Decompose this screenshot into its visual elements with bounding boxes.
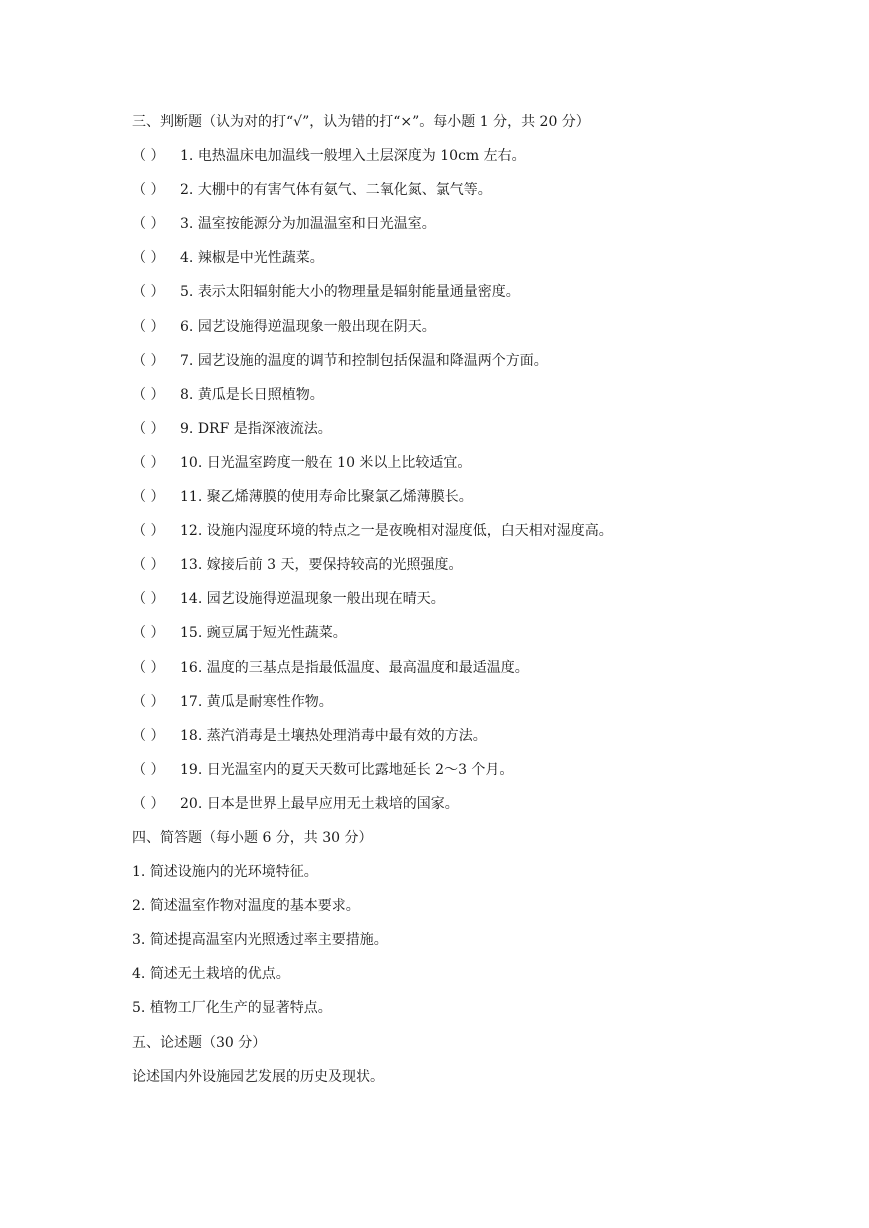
item-number: 6. [180,318,194,335]
true-false-item [132,144,832,178]
item-text: 表示太阳辐射能大小的物理量是辐射能量通量密度。 [197,284,520,301]
true-false-item [132,246,832,280]
item-text: 黄瓜是耐寒性作物。 [206,693,333,710]
item-number: 10. [180,454,203,471]
item-number: 3. [132,932,146,949]
answer-bracket: （ ） [132,352,165,369]
true-false-item [132,349,832,383]
item-number: 5. [132,1000,146,1017]
item-text: 设施内湿度环境的特点之一是夜晚相对湿度低，白天相对湿度高。 [206,523,613,540]
item-number: 9. [180,420,194,437]
item-number: 4. [132,966,146,983]
true-false-item [132,587,832,621]
item-number: 2. [180,182,194,199]
item-number: 5. [180,284,194,301]
short-answer-item [132,928,832,962]
answer-bracket: （ ） [132,557,165,574]
answer-bracket: （ ） [132,250,165,267]
item-text: 日光温室跨度一般在 10 米以上比较适宜。 [206,454,472,471]
answer-bracket: （ ） [132,625,165,642]
answer-bracket: （ ） [132,591,165,608]
short-answer-item [132,860,832,894]
section-3-heading: 三、判断题（认为对的打“√”，认为错的打“×”。每小题 1 分，共 20 分） [132,114,590,130]
true-false-item [132,315,832,349]
true-false-item [132,553,832,587]
true-false-list [132,144,832,826]
item-text: 黄瓜是长日照植物。 [197,386,324,403]
true-false-item [132,519,832,553]
answer-bracket: （ ） [132,420,165,437]
true-false-item [132,212,832,246]
true-false-item [132,656,832,690]
true-false-item [132,417,832,451]
section-4-heading: 四、简答题（每小题 6 分，共 30 分） [132,829,373,846]
item-text: 简述无土栽培的优点。 [149,966,290,983]
item-number: 19. [180,761,203,778]
true-false-item [132,621,832,655]
essay-question: 论述国内外设施园艺发展的历史及现状。 [132,1068,384,1085]
short-answer-list [132,860,832,1030]
true-false-item [132,178,832,212]
short-answer-item [132,894,832,928]
answer-bracket: （ ） [132,318,165,335]
true-false-item [132,724,832,758]
item-text: 聚乙烯薄膜的使用寿命比聚氯乙烯薄膜长。 [206,489,473,506]
answer-bracket: （ ） [132,182,165,199]
item-text: 简述温室作物对温度的基本要求。 [149,898,360,915]
exam-page [132,110,832,1099]
item-number: 8. [180,386,194,403]
item-text: 简述提高温室内光照透过率主要措施。 [149,932,388,949]
answer-bracket: （ ） [132,284,165,301]
item-number: 1. [132,864,146,881]
item-text: 园艺设施得逆温现象一般出现在阴天。 [197,318,436,335]
item-text: 嫁接后前 3 天，要保持较高的光照强度。 [206,557,463,574]
answer-bracket: （ ） [132,216,165,233]
item-number: 13. [180,557,203,574]
answer-bracket: （ ） [132,523,165,540]
answer-bracket: （ ） [132,386,165,403]
item-number: 3. [180,216,194,233]
true-false-item [132,758,832,792]
item-number: 12. [180,523,203,540]
item-text: 辣椒是中光性蔬菜。 [197,250,324,267]
answer-bracket: （ ） [132,693,165,710]
answer-bracket: （ ） [132,489,165,506]
item-text: 温度的三基点是指最低温度、最高温度和最适温度。 [206,659,529,676]
item-number: 2. [132,898,146,915]
item-number: 18. [180,727,203,744]
true-false-item [132,280,832,314]
item-text: DRF 是指深液流法。 [197,420,332,437]
true-false-item [132,451,832,485]
answer-bracket: （ ） [132,659,165,676]
item-text: 日光温室内的夏天天数可比露地延长 2～3 个月。 [206,761,514,778]
short-answer-item [132,996,832,1030]
true-false-item [132,690,832,724]
item-number: 14. [180,591,203,608]
true-false-item [132,792,832,826]
answer-bracket: （ ） [132,454,165,471]
answer-bracket: （ ） [132,148,165,165]
item-number: 20. [180,795,203,812]
item-text: 豌豆属于短光性蔬菜。 [206,625,347,642]
item-text: 温室按能源分为加温温室和日光温室。 [197,216,436,233]
answer-bracket: （ ） [132,727,165,744]
item-number: 4. [180,250,194,267]
answer-bracket: （ ） [132,761,165,778]
item-number: 15. [180,625,203,642]
item-number: 11. [180,489,203,506]
answer-bracket: （ ） [132,795,165,812]
item-number: 1. [180,148,194,165]
item-text: 日本是世界上最早应用无土栽培的国家。 [206,795,459,812]
item-text: 园艺设施的温度的调节和控制包括保温和降温两个方面。 [197,352,548,369]
item-text: 园艺设施得逆温现象一般出现在晴天。 [206,591,445,608]
item-text: 蒸汽消毒是土壤热处理消毒中最有效的方法。 [206,727,487,744]
section-5-heading: 五、论述题（30 分） [132,1034,267,1051]
item-text: 简述设施内的光环境特征。 [149,864,318,881]
item-number: 16. [180,659,203,676]
item-text: 植物工厂化生产的显著特点。 [149,1000,332,1017]
item-number: 17. [180,693,203,710]
item-number: 7. [180,352,194,369]
true-false-item [132,485,832,519]
item-text: 大棚中的有害气体有氨气、二氧化氮、氯气等。 [197,182,492,199]
item-text: 电热温床电加温线一般埋入土层深度为 10cm 左右。 [197,148,526,165]
short-answer-item [132,962,832,996]
true-false-item [132,383,832,417]
